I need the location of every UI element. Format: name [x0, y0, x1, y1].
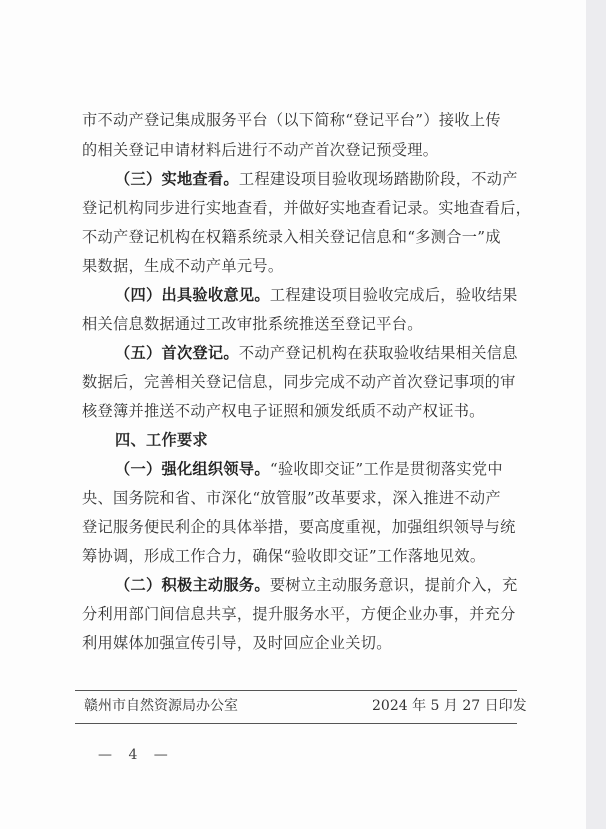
heading-text: 四、工作要求: [115, 431, 208, 449]
section-three-line: [115, 169, 522, 189]
line-text: 工程建设项目验收现场踏勘阶段，不动产: [238, 170, 518, 188]
footer-date: 2024 年 5 月 27 日印发: [372, 698, 527, 714]
line-text: 市不动产登记集成服务平台（以下简称“登记平台”）接收上传: [82, 111, 501, 129]
section-heading: [115, 430, 522, 450]
section-five-line: [115, 343, 522, 363]
line-text: 分利用部门间信息共享，提升服务水平，方便企业办事，并充分: [82, 605, 516, 623]
body-line: [82, 140, 522, 160]
footer-office: 赣州市自然资源局办公室: [84, 698, 238, 714]
line-text: 不动产登记机构在获取验收结果相关信息: [238, 344, 518, 362]
line-text: 核登簿并推送不动产权电子证照和颁发纸质不动产权证书。: [82, 402, 485, 420]
page-number: — 4 —: [98, 747, 174, 763]
subsection-one-line: [115, 459, 522, 479]
body-line: [82, 198, 532, 218]
body-line: [82, 227, 522, 247]
section-four-line: [115, 285, 522, 305]
body-line: [82, 372, 522, 392]
line-text: 利用媒体加强宣传引导，及时回应企业关切。: [82, 634, 392, 652]
body-line: [82, 256, 522, 276]
body-line: [82, 110, 522, 130]
section-lead: （四）出具验收意见。: [115, 286, 270, 304]
line-text: 登记机构同步进行实地查看，并做好实地查看记录。实地查看后，: [82, 199, 532, 217]
body-line: [82, 488, 522, 508]
body-line: [82, 546, 522, 566]
line-text: 工程建设项目验收完成后，验收结果: [269, 286, 518, 304]
viewer-background-strip: [586, 0, 606, 829]
line-text: 央、国务院和省、市深化“放管服”改革要求，深入推进不动产: [82, 489, 501, 507]
line-text: 果数据，生成不动产单元号。: [82, 257, 284, 275]
section-lead: （一）强化组织领导。: [115, 460, 270, 478]
line-text: 筹协调，形成工作合力，确保“验收即交证”工作落地见效。: [82, 547, 486, 565]
section-lead: （五）首次登记。: [115, 344, 239, 362]
footer-bottom-rule: [75, 723, 517, 724]
line-text: “验收即交证”工作是贯彻落实党中: [269, 460, 503, 478]
line-text: 数据后，完善相关登记信息，同步完成不动产首次登记事项的审: [82, 373, 516, 391]
line-text: 相关信息数据通过工改审批系统推送至登记平台。: [82, 315, 423, 333]
line-text: 要树立主动服务意识，提前介入，充: [269, 576, 518, 594]
line-text: 的相关登记申请材料后进行不动产首次登记预受理。: [82, 141, 439, 159]
line-text: 登记服务便民利企的具体举措，要高度重视，加强组织领导与统: [82, 518, 516, 536]
section-lead: （三）实地查看。: [115, 170, 239, 188]
line-text: 不动产登记机构在权籍系统录入相关登记信息和“多测合一”成: [82, 228, 501, 246]
body-line: [82, 633, 522, 653]
body-line: [82, 517, 522, 537]
body-line: [82, 604, 522, 624]
body-line: [82, 314, 522, 334]
subsection-two-line: [115, 575, 522, 595]
footer-top-rule: [75, 690, 517, 691]
section-lead: （二）积极主动服务。: [115, 576, 270, 594]
body-line: [82, 401, 522, 421]
